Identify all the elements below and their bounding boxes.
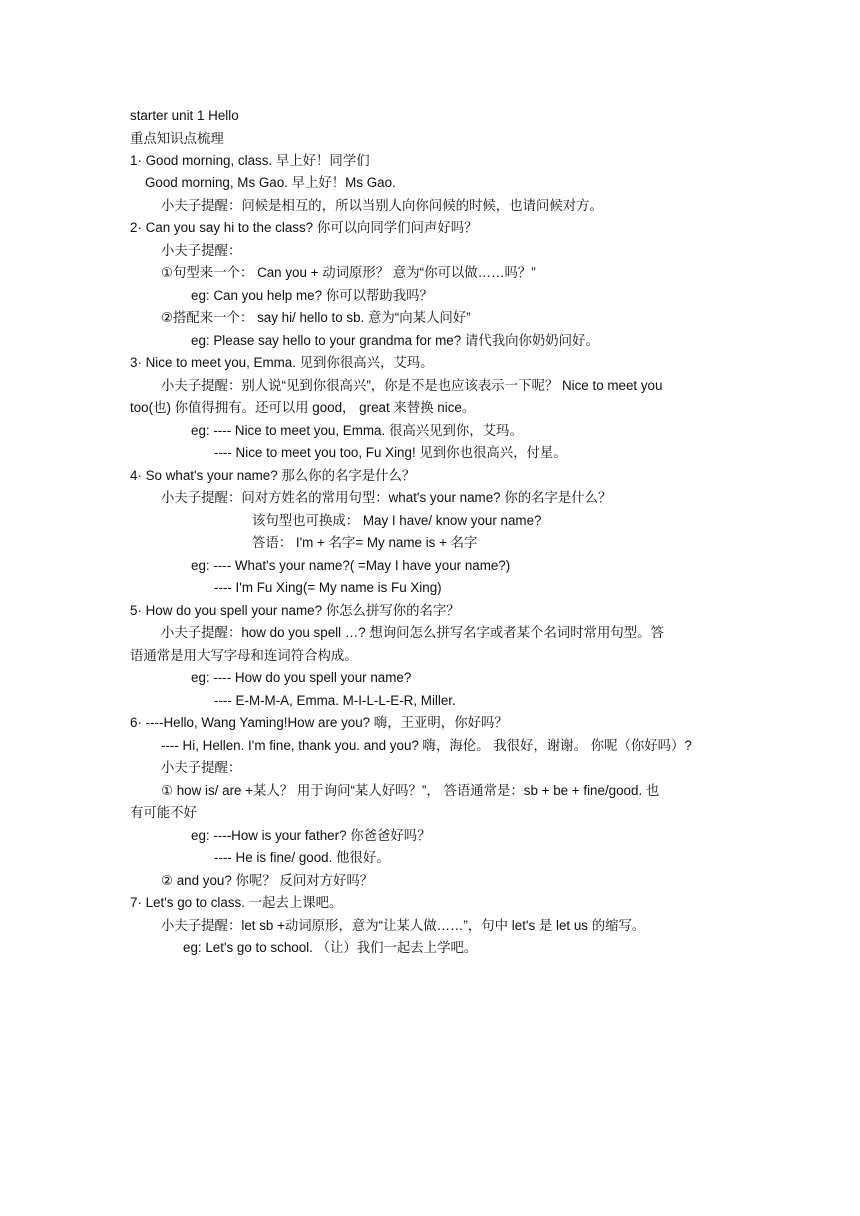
- doc-line: ---- E-M-M-A, Emma. M-I-L-L-E-R, Miller.: [214, 693, 456, 708]
- doc-line: ②搭配来一个： say hi/ hello to sb. 意为“向某人问好”: [161, 310, 471, 325]
- doc-line: eg: ---- How do you spell your name?: [191, 670, 412, 685]
- doc-line: eg: ---- Nice to meet you, Emma. 很高兴见到你，艾玛。: [191, 423, 523, 438]
- doc-line: 语通常是用大写字母和连词符合构成。: [130, 648, 358, 663]
- doc-line: 3· Nice to meet you, Emma. 见到你很高兴，艾玛。: [130, 355, 434, 370]
- doc-line: ---- I'm Fu Xing(= My name is Fu Xing): [214, 580, 442, 595]
- doc-line: eg: Please say hello to your grandma for me? 请代我向你奶奶问好。: [191, 333, 599, 348]
- doc-line: 有可能不好: [130, 805, 197, 820]
- doc-line: 5· How do you spell your name? 你怎么拼写你的名字？: [130, 603, 460, 618]
- doc-line: ② and you? 你呢？ 反问对方好吗？: [161, 873, 374, 888]
- doc-line: 该句型也可换成： May I have/ know your name?: [252, 513, 542, 528]
- doc-subtitle: 重点知识点梳理: [130, 131, 224, 146]
- doc-line: ①句型来一个： Can you + 动词原形？ 意为“你可以做……吗？”: [161, 265, 536, 280]
- doc-line: 4· So what's your name? 那么你的名字是什么？: [130, 468, 416, 483]
- doc-line: Good morning, Ms Gao. 早上好！Ms Gao.: [145, 175, 396, 190]
- doc-line: ---- Nice to meet you too, Fu Xing! 见到你也很高兴，付星。: [214, 445, 567, 460]
- doc-line: 小夫子提醒：: [161, 243, 242, 258]
- doc-line: eg: ---- What's your name?( =May I have your name?): [191, 558, 511, 573]
- doc-line: eg: Can you help me? 你可以帮助我吗？: [191, 288, 433, 303]
- doc-line: 2· Can you say hi to the class? 你可以向同学们问声好吗？: [130, 220, 478, 235]
- doc-line: 小夫子提醒：let sb +动词原形，意为“让某人做……”，句中 let's 是 let us 的缩写。: [161, 918, 646, 933]
- doc-line: 7· Let's go to class. 一起去上课吧。: [130, 895, 343, 910]
- doc-title: starter unit 1 Hello: [130, 108, 239, 123]
- doc-line: eg: ----How is your father? 你爸爸好吗？: [191, 828, 431, 843]
- doc-line: too(也) 你值得拥有。还可以用 good， great 来替换 nice。: [130, 400, 476, 415]
- doc-line: ① how is/ are +某人？ 用于询问“某人好吗？”， 答语通常是：sb + be + fine/good. 也: [161, 783, 660, 798]
- doc-line: 1· Good morning, class. 早上好！同学们: [130, 153, 370, 168]
- doc-line: 答语： I'm + 名字= My name is + 名字: [252, 535, 478, 550]
- doc-line: ---- He is fine/ good. 他很好。: [214, 850, 390, 865]
- doc-line: 小夫子提醒：别人说“见到你很高兴”，你是不是也应该表示一下呢？ Nice to meet you: [161, 378, 663, 393]
- doc-line: 小夫子提醒：: [161, 760, 242, 775]
- doc-line: 小夫子提醒：问对方姓名的常用句型：what's your name? 你的名字是什么？: [161, 490, 612, 505]
- doc-line: eg: Let's go to school. （让）我们一起去上学吧。: [183, 940, 478, 955]
- doc-line: 小夫子提醒：问候是相互的，所以当别人向你问候的时候，也请问候对方。: [161, 198, 603, 213]
- doc-line: 小夫子提醒：how do you spell …? 想询问怎么拼写名字或者某个名词时常用句型。答: [161, 625, 664, 640]
- doc-line: ---- Hi, Hellen. I'm fine, thank you. and you? 嗨，海伦。 我很好，谢谢。 你呢（你好吗）?: [161, 738, 692, 753]
- doc-line: 6· ----Hello, Wang Yaming!How are you? 嗨，王亚明，你好吗？: [130, 715, 508, 730]
